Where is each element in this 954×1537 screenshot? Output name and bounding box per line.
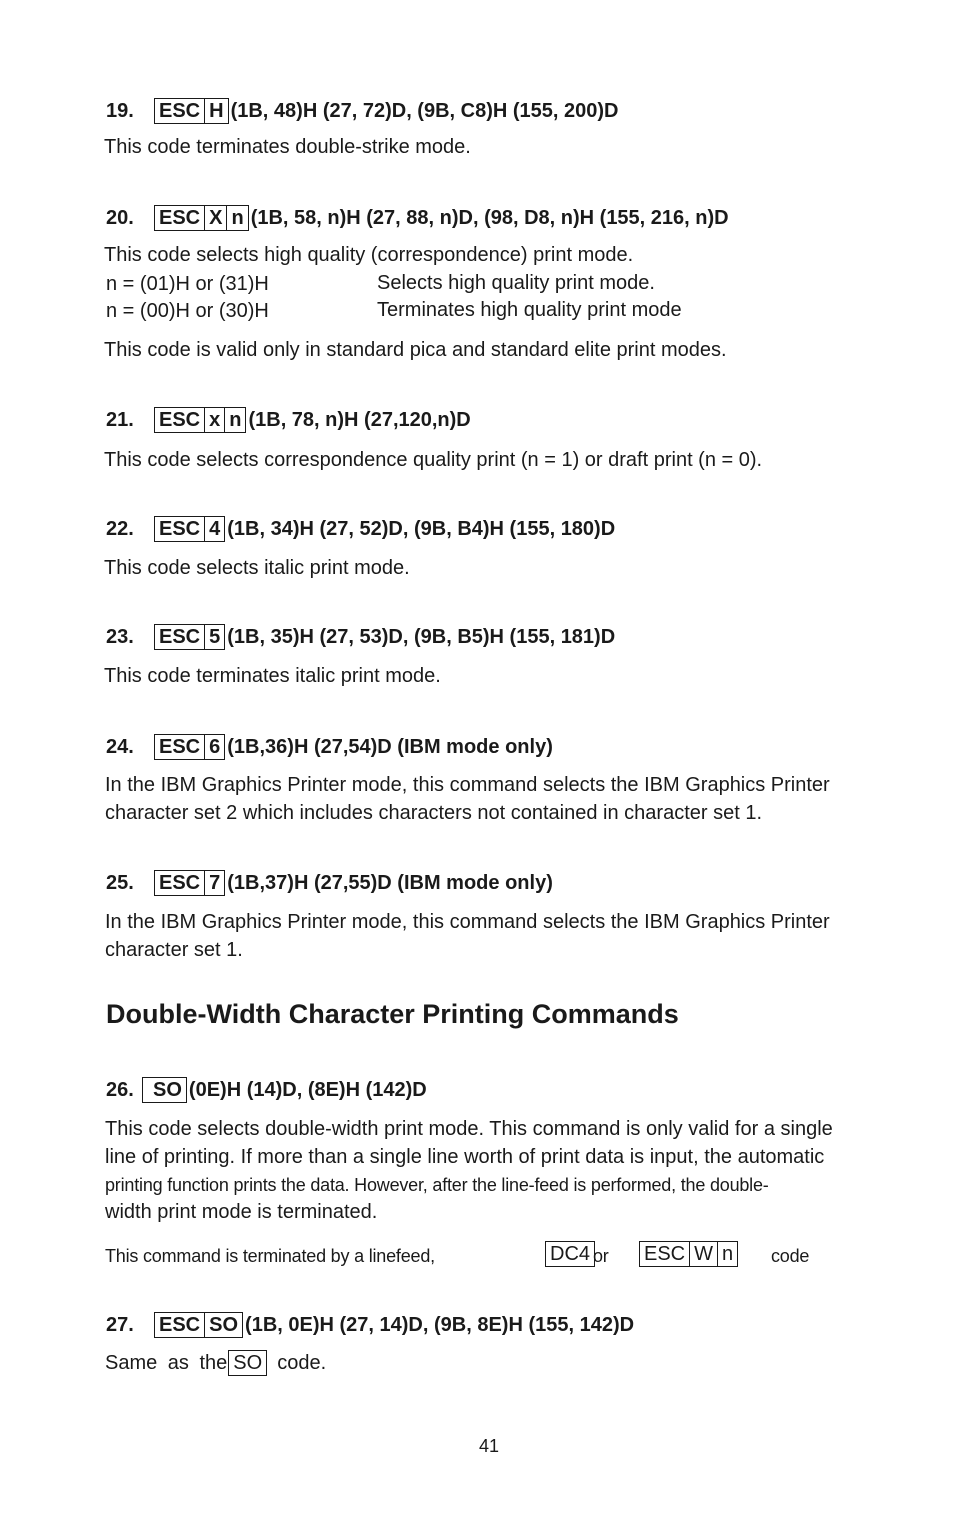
command-25-description-line: character set 1. [105, 939, 243, 961]
key-esc: ESC [159, 736, 201, 758]
command-24-description-line: character set 2 which includes characters not contained in character set 1. [105, 802, 763, 824]
command-26-heading [106, 1077, 427, 1103]
command-27-heading [106, 1312, 634, 1338]
command-number: 26. [106, 1078, 134, 1101]
key-box [154, 516, 225, 542]
command-24-heading [106, 734, 553, 760]
key-esc: ESC [159, 409, 201, 431]
command-number: 27. [106, 1313, 134, 1336]
command-19-description: This code terminates double-strike mode. [104, 136, 471, 158]
command-codes: (0E)H (14)D, (8E)H (142)D [188, 1078, 427, 1101]
command-26-description-line: line of printing. If more than a single line worth of print data is input, the automatic [105, 1146, 825, 1168]
key-x: x [204, 408, 224, 432]
command-24-description-line: In the IBM Graphics Printer mode, this command selects the IBM Graphics Printer [105, 774, 830, 796]
code-text: code [771, 1246, 810, 1266]
dc4-key-box [545, 1241, 595, 1267]
command-codes: (1B, 78, n)H (27,120,n)D [248, 408, 471, 431]
key-esc: ESC [159, 100, 201, 122]
command-number: 21. [106, 408, 134, 431]
key-so: SO [233, 1352, 263, 1374]
command-26-description-line: width print mode is terminated. [105, 1201, 378, 1223]
command-codes: (1B, 0E)H (27, 14)D, (9B, 8E)H (155, 142)D [245, 1313, 635, 1336]
command-codes: (1B, 48)H (27, 72)D, (9B, C8)H (155, 200)D [230, 99, 619, 122]
key-esc: ESC [159, 207, 201, 229]
page-number: 41 [479, 1436, 500, 1456]
key-so: SO [204, 1313, 242, 1337]
command-19-heading [106, 98, 619, 124]
key-box [154, 205, 249, 231]
key-box [154, 1312, 243, 1338]
so-key-box [228, 1350, 267, 1376]
key-esc: ESC [159, 518, 201, 540]
command-25-description-line: In the IBM Graphics Printer mode, this command selects the IBM Graphics Printer [105, 911, 830, 933]
command-23-description: This code terminates italic print mode. [104, 665, 441, 687]
key-n: n [717, 1242, 737, 1266]
command-number: 24. [106, 735, 134, 758]
key-7: 7 [204, 871, 224, 895]
param-meaning: Selects high quality print mode. [377, 272, 655, 294]
param-value: n = (01)H or (31)H [106, 273, 269, 295]
key-box [154, 624, 225, 650]
command-codes: (1B, 34)H (27, 52)D, (9B, B4)H (155, 180)D [227, 517, 616, 540]
command-21-heading [106, 407, 471, 433]
command-number: 25. [106, 871, 134, 894]
or-text: or [593, 1246, 609, 1266]
key-5: 5 [204, 625, 224, 649]
esc-w-n-key-box [639, 1241, 738, 1267]
command-codes: (1B,36)H (27,54)D (IBM mode only) [227, 735, 553, 758]
code-text: code. [277, 1352, 327, 1374]
command-20-heading [106, 205, 729, 231]
key-esc: ESC [159, 626, 201, 648]
key-box [154, 870, 225, 896]
command-number: 19. [106, 99, 134, 122]
command-22-heading [106, 516, 615, 542]
command-22-description: This code selects italic print mode. [104, 557, 410, 579]
key-box [154, 98, 229, 124]
command-number: 23. [106, 625, 134, 648]
command-codes: (1B, 35)H (27, 53)D, (9B, B5)H (155, 181)D [227, 625, 616, 648]
command-codes: (1B,37)H (27,55)D (IBM mode only) [227, 871, 553, 894]
command-number: 22. [106, 517, 134, 540]
command-number: 20. [106, 206, 134, 229]
command-21-description: This code selects correspondence quality print (n = 1) or draft print (n = 0). [104, 449, 763, 471]
key-6: 6 [204, 735, 224, 759]
key-w: W [689, 1242, 717, 1266]
param-meaning: Terminates high quality print mode [377, 299, 682, 321]
command-26-description-line: This code selects double-width print mode. This command is only valid for a single [105, 1118, 833, 1140]
command-20-description: This code selects high quality (correspondence) print mode. [104, 244, 634, 266]
key-box [154, 734, 225, 760]
command-codes: (1B, 58, n)H (27, 88, n)D, (98, D8, n)H (155, 216, n)D [250, 206, 729, 229]
key-4: 4 [204, 517, 224, 541]
command-25-heading [106, 870, 553, 896]
same-as-text: Same as the [105, 1352, 228, 1374]
command-23-heading [106, 624, 615, 650]
key-esc: ESC [159, 1314, 201, 1336]
section-title: Double-Width Character Printing Commands [106, 999, 679, 1029]
key-so: SO [153, 1079, 182, 1101]
key-box [154, 407, 246, 433]
command-26-description-line: printing function prints the data. However, after the line-feed is performed, the double- [105, 1175, 769, 1195]
key-box [142, 1077, 187, 1103]
command-27-description [105, 1349, 326, 1377]
key-esc: ESC [644, 1243, 686, 1265]
key-esc: ESC [159, 872, 201, 894]
command-20-note: This code is valid only in standard pica and standard elite print modes. [104, 339, 727, 361]
key-n: n [226, 206, 247, 230]
key-dc4: DC4 [550, 1243, 591, 1265]
key-h: H [204, 99, 227, 123]
param-value: n = (00)H or (30)H [106, 300, 269, 322]
key-x: X [204, 206, 226, 230]
termination-text: This command is terminated by a linefeed, [105, 1246, 435, 1266]
key-n: n [224, 408, 245, 432]
